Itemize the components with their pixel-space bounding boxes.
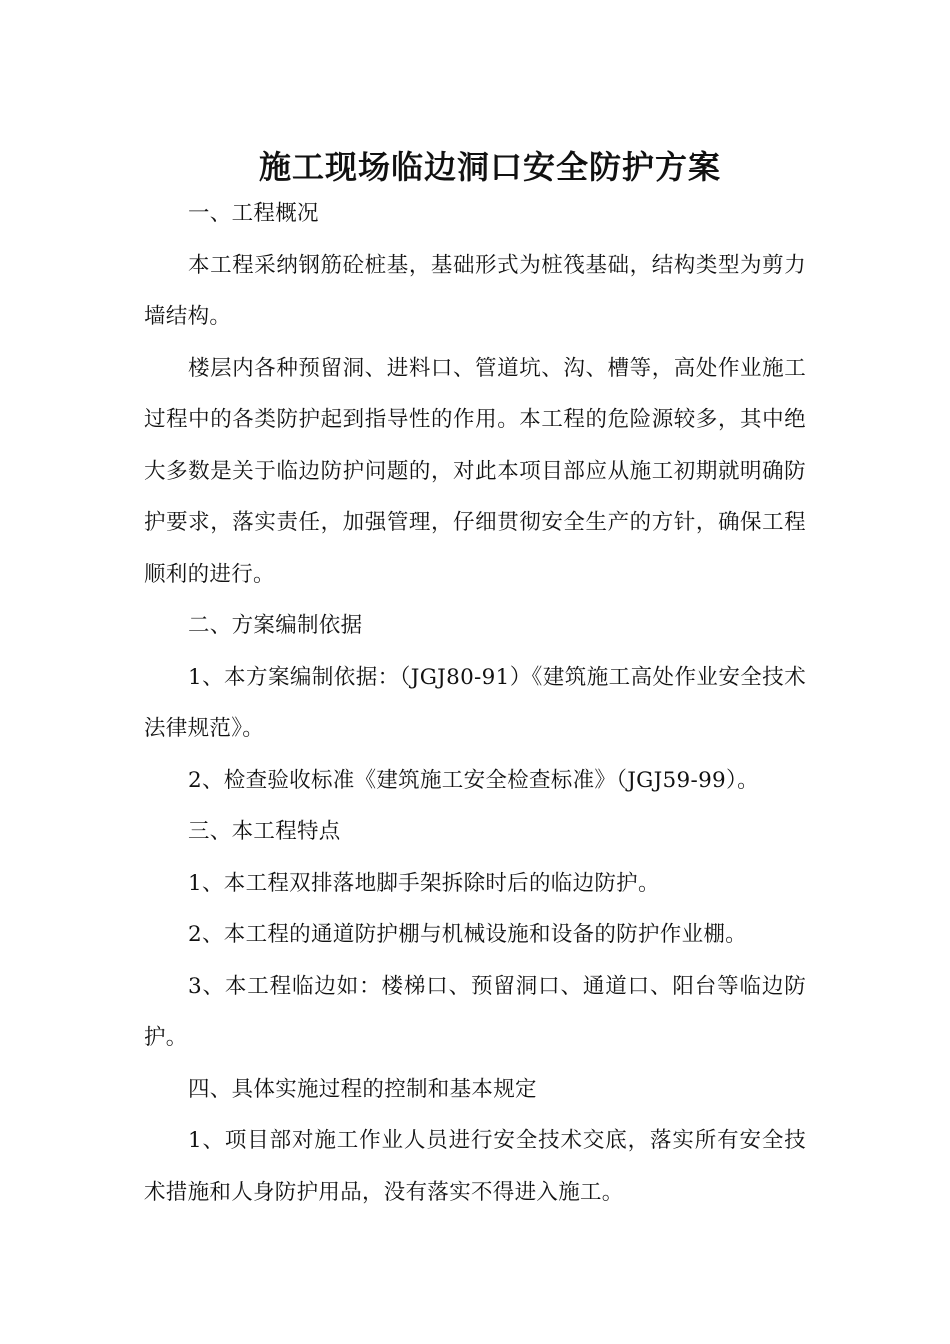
paragraph-basis-2: 2、检查验收标准《建筑施工安全检查标准》（JGJ59-99）。 (188, 767, 759, 793)
section-heading-features: 三、本工程特点 (188, 819, 341, 844)
paragraph-basis-1: 1、本方案编制依据：（JGJ80-91）《建筑施工高处作业安全技术法律规范》。 (144, 664, 806, 741)
document-body (144, 188, 806, 1218)
paragraph-hazards: 楼层内各种预留洞、进料口、管道坑、沟、槽等，高处作业施工过程中的各类防护起到指导性的作用。本工程的危险源较多，其中绝大多数是关于临边防护问题的，对此本项目部应从施工初期就明确防护要求，落实责任，加强管理，仔细贯彻安全生产的方针，确保工程顺利的进行。 (144, 355, 806, 587)
document-title: 施工现场临边洞口安全防护方案 (258, 148, 721, 187)
paragraph-structure: 本工程采纳钢筋砼桩基，基础形式为桩筏基础，结构类型为剪力墙结构。 (144, 252, 806, 329)
paragraph-feature-1: 1、本工程双排落地脚手架拆除时后的临边防护。 (188, 870, 660, 896)
section-heading-control: 四、具体实施过程的控制和基本规定 (188, 1076, 537, 1102)
paragraph-feature-2: 2、本工程的通道防护棚与机械设施和设备的防护作业棚。 (188, 922, 747, 947)
section-heading-overview: 一、工程概况 (188, 201, 319, 226)
paragraph-feature-3: 3、本工程临边如：楼梯口、预留洞口、通道口、阳台等临边防护。 (144, 973, 806, 1050)
paragraph-control-1: 1、项目部对施工作业人员进行安全技术交底，落实所有安全技术措施和人身防护用品，没有落实不得进入施工。 (144, 1128, 806, 1205)
section-heading-basis: 二、方案编制依据 (188, 613, 363, 638)
